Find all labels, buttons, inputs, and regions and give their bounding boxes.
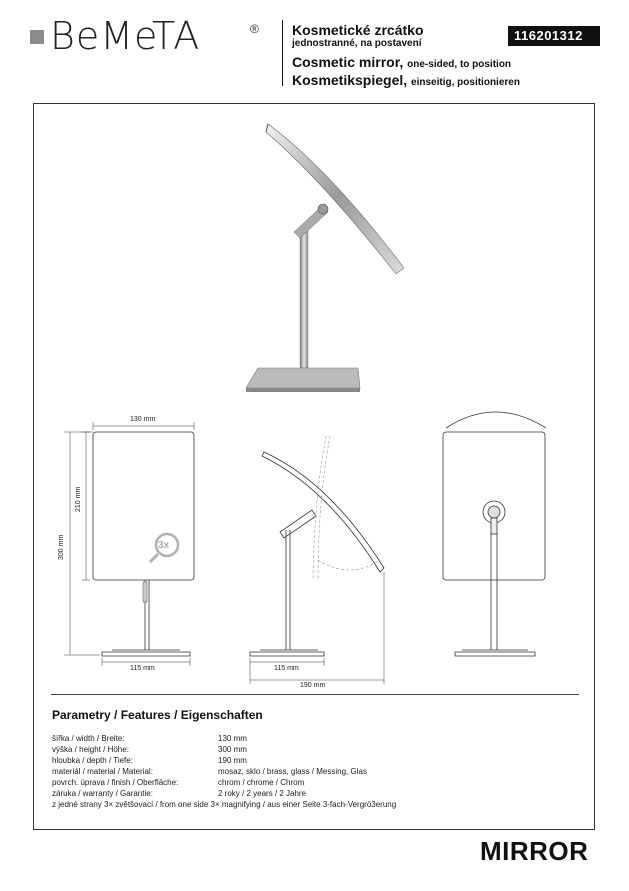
- param-label-material: materiál / material / Material:: [52, 767, 153, 776]
- title-de-main: Kosmetikspiegel,: [292, 72, 408, 88]
- subtitle-cs: jednostranné, na postavení: [292, 38, 422, 49]
- subtitle-de: einseitig, positionieren: [411, 77, 520, 88]
- footer-category: MIRROR: [480, 836, 589, 866]
- magnification-label: 3x: [158, 540, 170, 551]
- brand-logo: BeMeTA: [50, 14, 201, 58]
- param-value-warranty: 2 roky / 2 years / 2 Jahre: [218, 789, 307, 798]
- param-label-height: výška / height / Höhe:: [52, 745, 129, 754]
- params-separator: [51, 694, 579, 695]
- params-title: Parametry / Features / Eigenschaften: [52, 708, 263, 722]
- dim-width: 130 mm: [130, 416, 156, 423]
- subtitle-en: one-sided, to position: [407, 59, 512, 70]
- param-value-width: 130 mm: [218, 734, 247, 743]
- param-value-finish: chrom / chrome / Chrom: [218, 778, 305, 787]
- param-note: z jedné strany 3× zvětšovací / from one side 3× magnifying / aus einer Seite 3-fach-Vergrö3erung: [52, 800, 397, 809]
- param-label-depth: hloubka / depth / Tiefe:: [52, 756, 133, 765]
- param-label-finish: povrch. úprava / finish / Oberfläche:: [52, 778, 179, 787]
- dim-mirror-height: 210 mm: [75, 486, 82, 512]
- dim-base-front: 115 mm: [130, 665, 155, 672]
- param-label-width: šířka / width / Breite:: [52, 734, 125, 743]
- product-code: 116201312: [508, 26, 600, 46]
- title-en-main: Cosmetic mirror,: [292, 54, 404, 70]
- dim-total-height: 300 mm: [58, 534, 65, 560]
- back-view: [443, 412, 546, 656]
- param-value-height: 300 mm: [218, 745, 247, 754]
- param-label-warranty: záruka / warranty / Garantie:: [52, 789, 153, 798]
- tilt-ghost: [313, 436, 380, 580]
- product-render: [246, 124, 404, 392]
- param-value-depth: 190 mm: [218, 756, 247, 765]
- dim-base-side: 115 mm: [274, 665, 299, 672]
- registered-mark: ®: [250, 22, 259, 36]
- dim-depth: 190 mm: [300, 682, 326, 689]
- param-value-material: mosaz, sklo / brass, glass / Messing, Glas: [218, 767, 367, 776]
- side-view: [250, 452, 384, 656]
- title-cs: Kosmetické zrcátko: [292, 22, 424, 38]
